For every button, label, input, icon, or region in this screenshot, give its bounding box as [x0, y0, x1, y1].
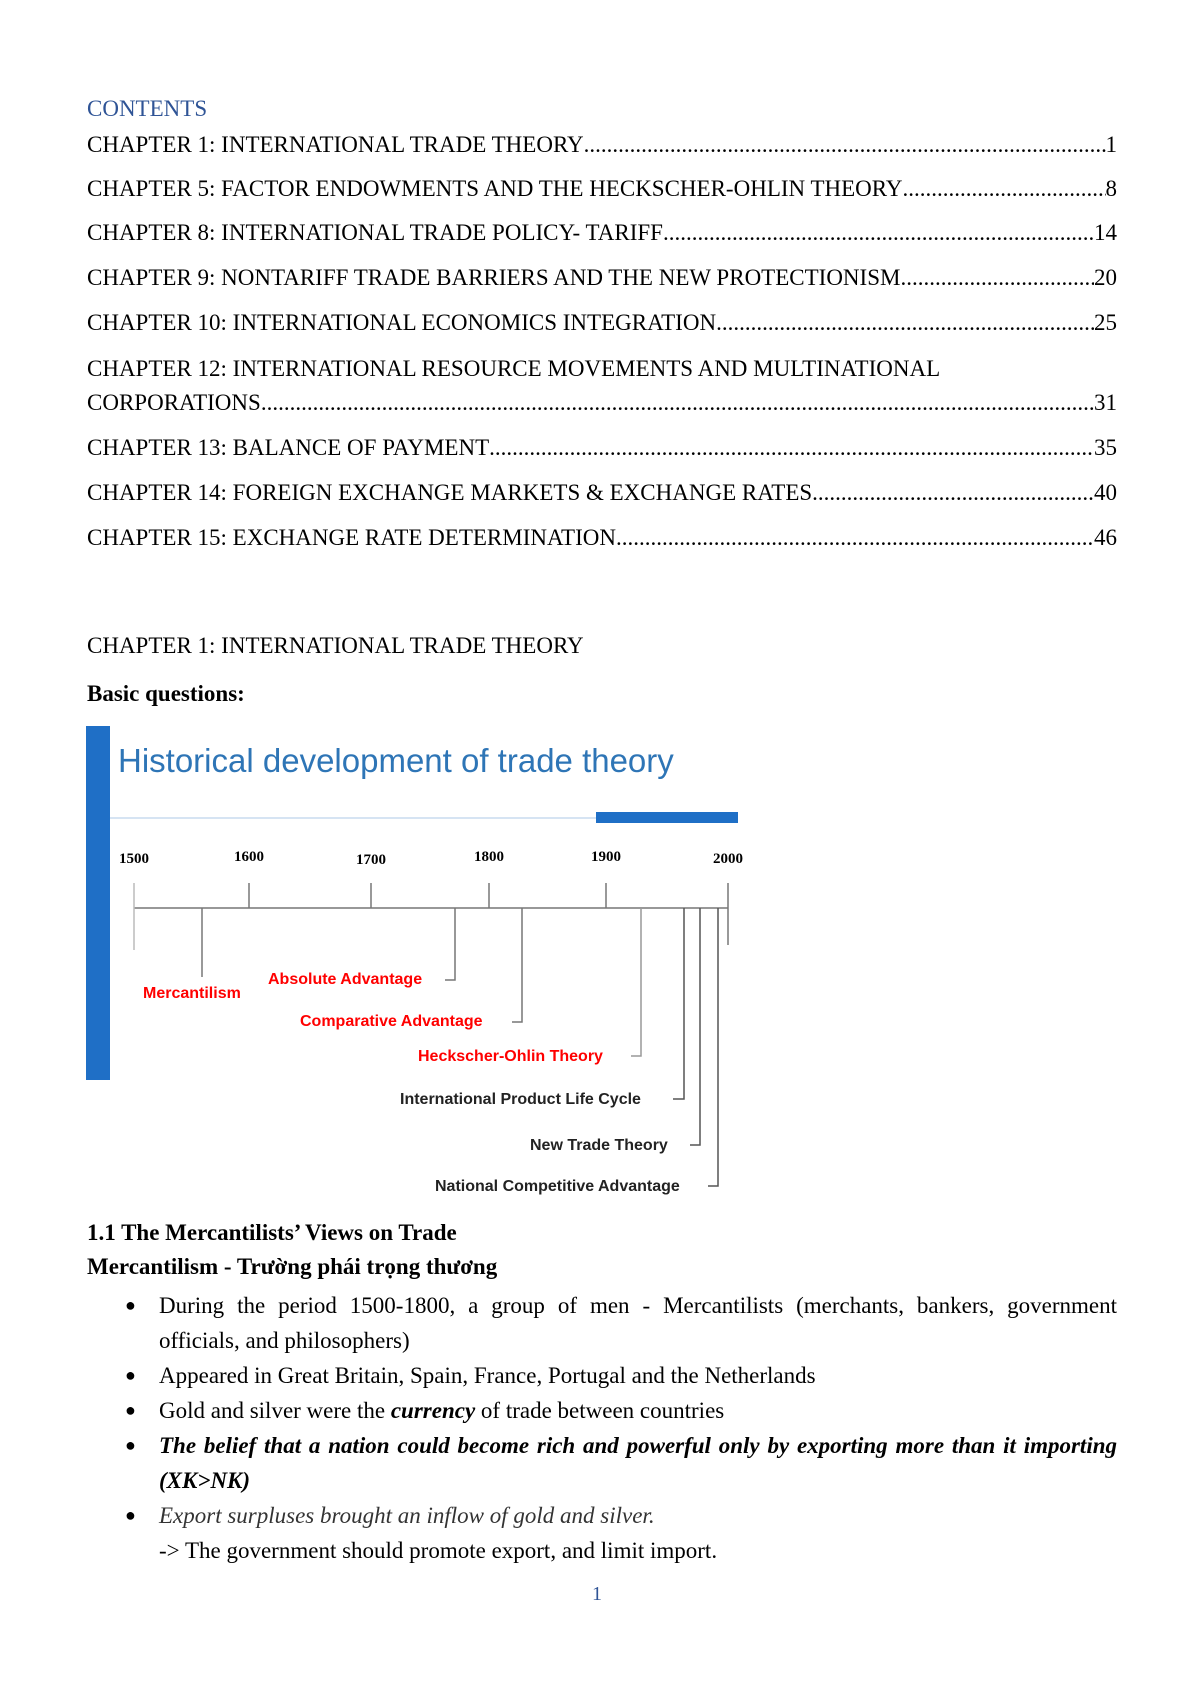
year-label: 1900 — [591, 849, 621, 865]
figure-accent-bar — [86, 726, 110, 1080]
leader-new-trade-theory — [690, 908, 700, 1145]
leader-product-life-cycle — [673, 908, 684, 1099]
toc-page-number: 35 — [1094, 435, 1117, 460]
toc-page-number: 46 — [1094, 525, 1117, 550]
bullet-icon: ● — [125, 1435, 136, 1455]
bullet-icon: ● — [125, 1400, 136, 1420]
section-title: 1.1 The Mercantilists’ Views on Trade — [87, 1220, 457, 1245]
theory-comparative-advantage: Comparative Advantage — [300, 1013, 483, 1030]
year-label: 1800 — [474, 849, 504, 865]
toc-entry-label: CHAPTER 5: FACTOR ENDOWMENTS AND THE HECKSCHER-OHLIN THEORY — [87, 176, 903, 201]
bullet-text: of trade between countries — [475, 1398, 725, 1423]
list-item — [87, 1428, 1117, 1498]
leader-heckscher-ohlin — [631, 908, 641, 1056]
toc-entry-label: CHAPTER 10: INTERNATIONAL ECONOMICS INTEGRATION — [87, 310, 717, 335]
bullet-text: During the period 1500-1800, a group of men - Mercantilists (merchants, bankers, government officials, and philosophers) — [159, 1293, 1117, 1353]
toc-entry-label: CHAPTER 1: INTERNATIONAL TRADE THEORY — [87, 132, 584, 157]
list-item — [87, 1498, 1117, 1533]
list-item — [87, 1358, 1117, 1393]
leader-absolute-advantage — [445, 908, 455, 980]
theory-absolute-advantage: Absolute Advantage — [268, 971, 423, 988]
toc-page-number: 1 — [1105, 132, 1117, 157]
followup-text: -> The government should promote export, and limit import. — [159, 1538, 718, 1563]
contents-title: CONTENTS — [87, 96, 208, 121]
year-label: 1600 — [234, 849, 264, 865]
emphasis-text: currency — [390, 1398, 476, 1423]
theory-product-life-cycle: International Product Life Cycle — [400, 1091, 641, 1108]
year-label: 2000 — [713, 851, 743, 867]
toc-entry-label: CHAPTER 13: BALANCE OF PAYMENT — [87, 435, 490, 460]
toc-entry-label: CORPORATIONS — [87, 390, 261, 415]
toc-page-number: 20 — [1094, 265, 1117, 290]
list-item — [87, 1393, 1117, 1428]
theory-mercantilism: Mercantilism — [143, 985, 241, 1002]
figure-title-accent — [596, 812, 738, 823]
bullet-text: The belief that a nation could become rich and powerful only by exporting more than it importing (XK>NK) — [159, 1433, 1117, 1493]
chapter-heading: CHAPTER 1: INTERNATIONAL TRADE THEORY — [87, 633, 584, 658]
bullet-icon: ● — [125, 1365, 136, 1385]
page-number: 1 — [592, 1583, 602, 1605]
figure-title: Historical development of trade theory — [118, 742, 674, 779]
toc-entry-label-line1[interactable]: CHAPTER 12: INTERNATIONAL RESOURCE MOVEMENTS AND MULTINATIONAL — [87, 356, 941, 381]
section-subtitle: Mercantilism - Trường phái trọng thương — [87, 1254, 498, 1279]
toc-page-number: 40 — [1094, 480, 1117, 505]
year-label: 1700 — [356, 852, 386, 868]
year-label: 1500 — [119, 851, 149, 867]
bullet-icon: ● — [125, 1295, 136, 1315]
bullet-list — [87, 1288, 1117, 1568]
toc-entry-label: CHAPTER 8: INTERNATIONAL TRADE POLICY- TARIFF — [87, 220, 663, 245]
basic-questions-label: Basic questions: — [87, 681, 245, 706]
bullet-icon: ● — [125, 1505, 136, 1525]
leader-comparative-advantage — [512, 908, 522, 1022]
toc-page-number: 8 — [1105, 176, 1117, 201]
bullet-text: Export surpluses brought an inflow of gold and silver. — [159, 1503, 655, 1528]
toc-page-number: 25 — [1094, 310, 1117, 335]
toc-entry-label: CHAPTER 15: EXCHANGE RATE DETERMINATION — [87, 525, 616, 550]
theory-national-competitive-advantage: National Competitive Advantage — [435, 1178, 680, 1195]
list-item — [87, 1288, 1117, 1358]
bullet-text: Appeared in Great Britain, Spain, France, Portugal and the Netherlands — [159, 1363, 816, 1388]
toc-page-number: 14 — [1094, 220, 1117, 245]
theory-heckscher-ohlin: Heckscher-Ohlin Theory — [418, 1048, 603, 1065]
toc-page-number: 31 — [1094, 390, 1117, 415]
toc-entry-label: CHAPTER 9: NONTARIFF TRADE BARRIERS AND THE NEW PROTECTIONISM — [87, 265, 901, 290]
leader-national-competitive-advantage — [708, 908, 718, 1186]
toc-entry-label: CHAPTER 14: FOREIGN EXCHANGE MARKETS & EXCHANGE RATES — [87, 480, 813, 505]
theory-new-trade-theory: New Trade Theory — [530, 1137, 668, 1154]
bullet-text: Gold and silver were the — [159, 1398, 391, 1423]
